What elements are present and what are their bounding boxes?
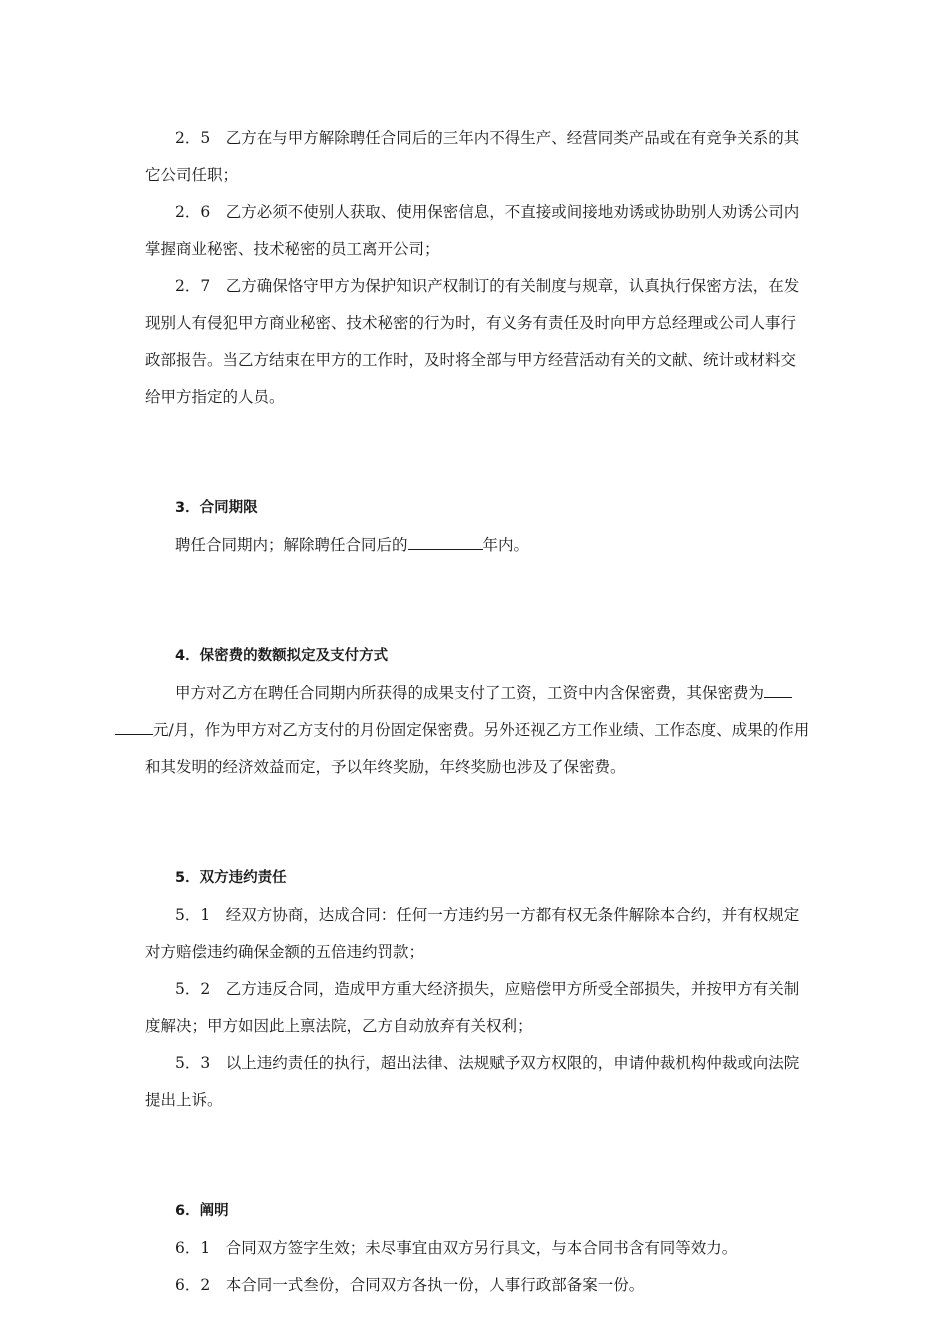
section-3-body [145,527,810,564]
section-4-heading: 4．保密费的数额拟定及支付方式 [175,648,389,664]
clause-text: 乙方必须不使别人获取、使用保密信息，不直接或间接地劝诱或协助别人劝诱公司内掌握商业秘密、技术秘密的员工离开公司； [145,203,800,258]
clause-5-3 [145,1045,810,1119]
clause-2-5 [145,120,810,194]
section-3-text-before: 聘任合同期内；解除聘任合同后的 [175,536,408,554]
section-spacer [145,786,810,860]
clause-text: 乙方确保恪守甲方为保护知识产权制订的有关制度与规章，认真执行保密方法，在发现别人有侵犯甲方商业秘密、技术秘密的行为时，有义务有责任及时向甲方总经理或公司人事行政部报告。当乙方结束在甲方的工作时，及时将全部与甲方经营活动有关的文献、统计或材料交给甲方指定的人员。 [145,277,800,406]
clause-5-1 [145,897,810,971]
clause-2-6 [145,194,810,268]
fee-amount-blank-continued [115,717,153,735]
document-page [145,120,810,1304]
section-4-body [145,675,810,786]
clause-6-2 [145,1267,810,1304]
clause-number: 6．2 [175,1276,211,1294]
clause-number: 2．7 [175,277,211,295]
section-spacer [145,564,810,638]
section-3-heading: 3．合同期限 [175,500,258,516]
term-years-blank [408,532,483,550]
section-3-text-after: 年内。 [482,536,530,554]
clause-text: 合同双方签字生效；未尽事宜由双方另行具文，与本合同书含有同等效力。 [225,1239,738,1257]
clause-6-1 [145,1230,810,1267]
clause-text: 以上违约责任的执行，超出法律、法规赋予双方权限的，申请仲裁机构仲裁或向法院提出上诉。 [145,1054,800,1109]
clause-number: 5．3 [175,1054,211,1072]
clause-2-7 [145,268,810,416]
clause-number: 6．1 [175,1239,211,1257]
clause-text: 乙方在与甲方解除聘任合同后的三年内不得生产、经营同类产品或在有竞争关系的其它公司任职； [145,129,800,184]
clause-number: 2．6 [175,203,211,221]
clause-number: 5．1 [175,906,211,924]
section-4-text-after: 元/月，作为甲方对乙方支付的月份固定保密费。另外还视乙方工作业绩、工作态度、成果的作用和其发明的经济效益而定，予以年终奖励，年终奖励也涉及了保密费。 [145,721,810,776]
section-4-text-before: 甲方对乙方在聘任合同期内所获得的成果支付了工资，工资中内含保密费，其保密费为 [175,684,765,702]
clause-number: 2．5 [175,129,211,147]
fee-amount-blank [764,680,792,698]
section-5-heading: 5．双方违约责任 [175,870,287,886]
clause-number: 5．2 [175,980,211,998]
clause-5-2 [145,971,810,1045]
section-6-heading: 6．阐明 [175,1203,229,1219]
clause-text: 经双方协商，达成合同：任何一方违约另一方都有权无条件解除本合约，并有权规定对方赔偿违约确保金额的五倍违约罚款； [145,906,800,961]
section-spacer [145,416,810,490]
clause-text: 本合同一式叁份，合同双方各执一份，人事行政部备案一份。 [225,1276,645,1294]
clause-text: 乙方违反合同，造成甲方重大经济损失，应赔偿甲方所受全部损失，并按甲方有关制度解决；甲方如因此上禀法院，乙方自动放弃有关权利； [145,980,800,1035]
section-spacer [145,1119,810,1193]
